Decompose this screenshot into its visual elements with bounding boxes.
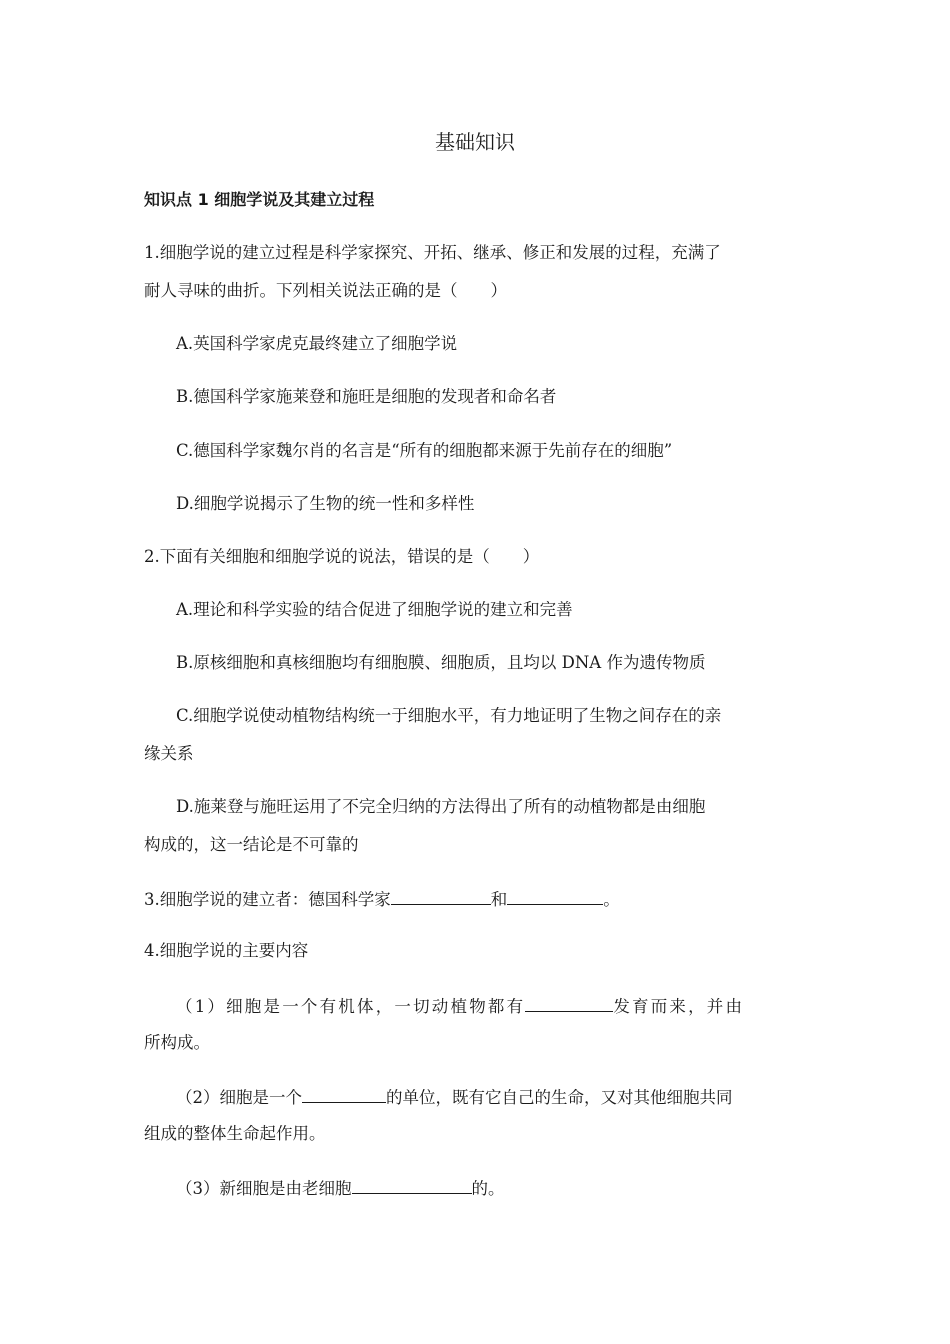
question-4-item-1 [176,993,744,1019]
question-4-text: 4.细胞学说的主要内容 [144,941,309,960]
question-1-option-d: D.细胞学说揭示了生物的统一性和多样性 [176,494,475,513]
item-2-suffix: 的单位，既有它自己的生命，又对其他细胞共同 [386,1088,733,1107]
answer-blank[interactable] [525,993,613,1012]
question-1-text: 1.细胞学说的建立过程是科学家探究、开拓、继承、修正和发展的过程，充满了 [144,243,721,262]
question-1-option-c: C.德国科学家魏尔肖的名言是“所有的细胞都来源于先前存在的细胞” [176,441,673,460]
item-2-prefix: （2）细胞是一个 [176,1088,302,1107]
question-3-text [144,886,620,912]
section-heading: 知识点 1 细胞学说及其建立过程 [144,190,375,209]
answer-blank[interactable] [391,886,491,905]
question-2-option-b: B.原核细胞和真核细胞均有细胞膜、细胞质，且均以 DNA 作为遗传物质 [176,653,706,672]
question-2-option-c: C.细胞学说使动植物结构统一于细胞水平，有力地证明了生物之间存在的亲 [176,706,722,725]
answer-blank[interactable] [302,1084,386,1103]
item-3-suffix: 的。 [471,1179,505,1198]
question-1-option-a: A.英国科学家虎克最终建立了细胞学说 [176,334,458,353]
question-2-option-d: D.施莱登与施旺运用了不完全归纳的方法得出了所有的动植物都是由细胞 [176,797,706,816]
answer-blank[interactable] [507,886,603,905]
question-2-option-d-cont: 构成的，这一结论是不可靠的 [144,835,359,854]
question-4-item-3 [176,1175,505,1201]
question-4-item-2-cont: 组成的整体生命起作用。 [144,1124,326,1143]
item-3-prefix: （3）新细胞是由老细胞 [176,1179,352,1198]
question-3-middle: 和 [490,890,508,909]
item-1-suffix: 发育而来，并由 [613,997,745,1016]
question-2-option-a: A.理论和科学实验的结合促进了细胞学说的建立和完善 [176,600,573,619]
question-1-option-b: B.德国科学家施莱登和施旺是细胞的发现者和命名者 [176,387,557,406]
question-2-text: 2.下面有关细胞和细胞学说的说法，错误的是（ ） [144,547,540,566]
question-2-option-c-cont: 缘关系 [144,744,194,763]
item-1-prefix: （1）细胞是一个有机体，一切动植物都有 [176,997,526,1016]
question-3-suffix: 。 [603,890,620,909]
page-title: 基础知识 [435,130,515,154]
question-3-prefix: 3.细胞学说的建立者：德国科学家 [144,890,391,909]
question-4-item-2 [176,1084,733,1110]
question-4-item-1-cont: 所构成。 [144,1033,210,1052]
answer-blank[interactable] [352,1175,472,1194]
question-1-text-cont: 耐人寻味的曲折。下列相关说法正确的是（ ） [144,281,507,300]
